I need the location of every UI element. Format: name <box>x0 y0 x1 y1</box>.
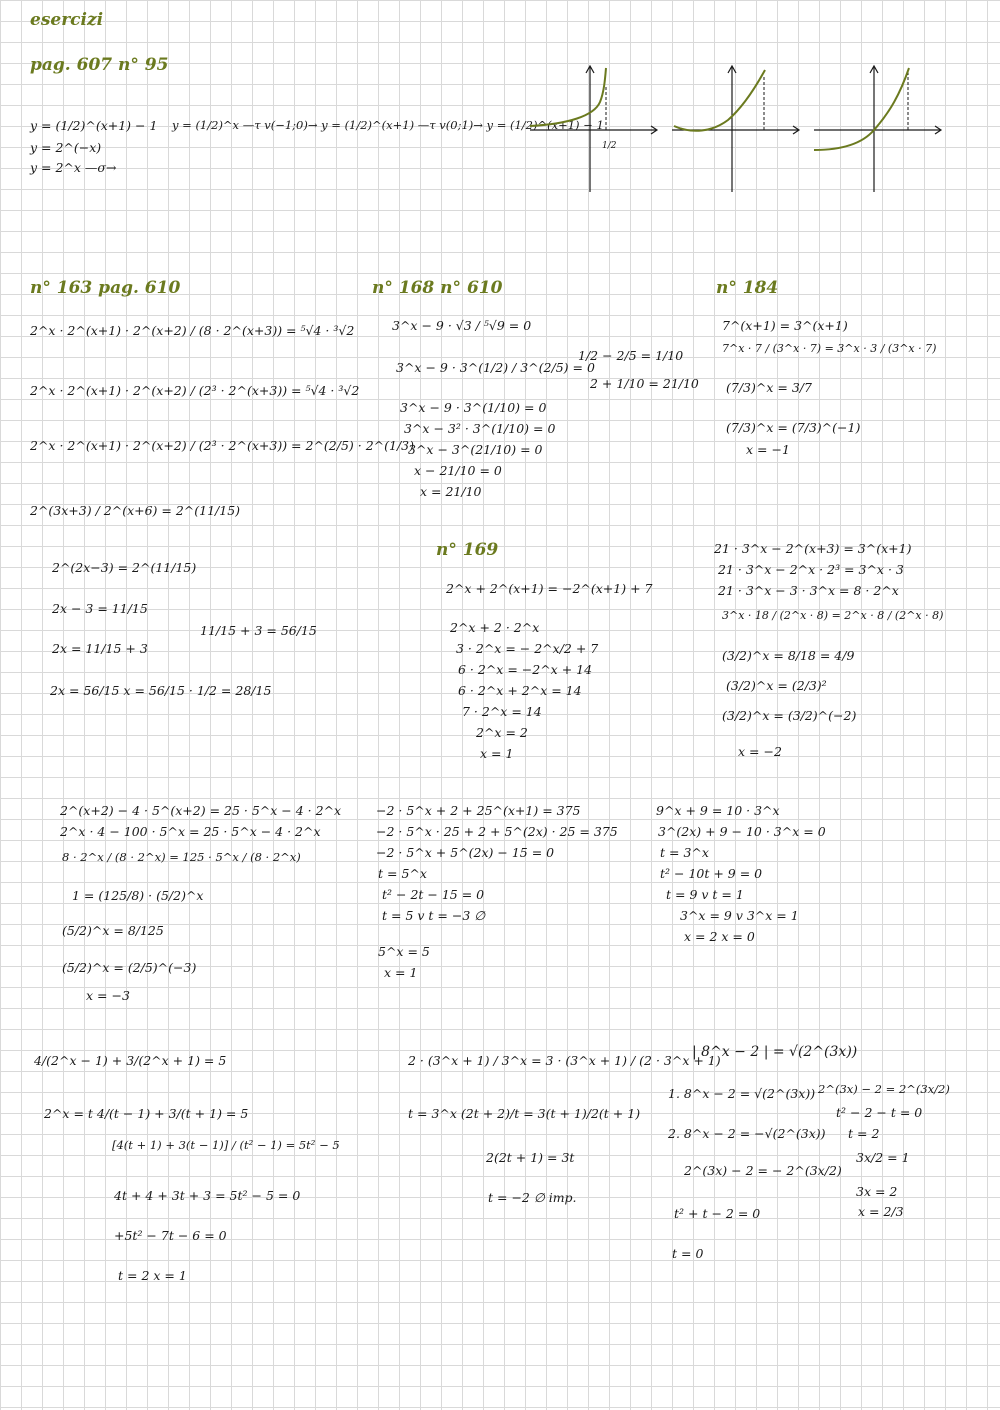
graph-exp-shifted <box>528 62 663 197</box>
equation-line: 21 · 3^x − 3 · 3^x = 8 · 2^x <box>718 583 899 598</box>
equation-line: x = −2 <box>738 744 782 759</box>
equation-line: t² − 10t + 9 = 0 <box>660 866 763 881</box>
equation-line: y = 2^x —σ→ <box>30 160 117 175</box>
equation-line: t = 0 <box>672 1246 704 1261</box>
side-calculation: 3x = 2 <box>856 1184 898 1199</box>
equation-line: 6 · 2^x = −2^x + 14 <box>458 662 593 677</box>
equation-line: −2 · 5^x · 25 + 2 + 5^(2x) · 25 = 375 <box>376 824 618 839</box>
equation-line: x = 1 <box>480 746 514 761</box>
equation-line: 21 · 3^x − 2^(x+3) = 3^(x+1) <box>714 541 912 556</box>
equation-line: 2(2t + 1) = 3t <box>486 1150 575 1165</box>
equation-line: 3^x − 9 · √3 / ⁵√9 = 0 <box>392 318 532 333</box>
equation-line: −2 · 5^x + 2 + 25^(x+1) = 375 <box>376 803 581 818</box>
equation-line: x = 2 x = 0 <box>684 929 755 944</box>
equation-line: | 8^x − 2 | = √(2^(3x)) <box>692 1044 858 1060</box>
equation-line: 2^x · 4 − 100 · 5^x = 25 · 5^x − 4 · 2^x <box>60 824 321 839</box>
equation-line: 2^x = 2 <box>476 725 528 740</box>
equation-line: 2^x + 2^(x+1) = −2^(x+1) + 7 <box>446 581 653 596</box>
equation-line: 2^x · 2^(x+1) · 2^(x+2) / (8 · 2^(x+3)) = ⁵√4 · ³√2 <box>30 323 355 338</box>
graph-exp-parabola-like <box>670 62 805 197</box>
equation-line: 3^x − 3^(21/10) = 0 <box>408 442 543 457</box>
equation-line: −2 · 5^x + 5^(2x) − 15 = 0 <box>376 845 555 860</box>
equation-line: 3^x − 9 · 3^(1/2) / 3^(2/5) = 0 <box>396 360 595 375</box>
equation-line: 4/(2^x − 1) + 3/(2^x + 1) = 5 <box>34 1053 227 1068</box>
equation-line: (5/2)^x = 8/125 <box>62 923 164 938</box>
heading-pag-607: pag. 607 n° 95 <box>30 55 169 75</box>
equation-line: 3^x = 9 v 3^x = 1 <box>680 908 799 923</box>
equation-line: 2. 8^x − 2 = −√(2^(3x)) <box>668 1126 826 1141</box>
equation-line: y = 2^(−x) <box>30 140 102 155</box>
equation-line: x = 21/10 <box>420 484 482 499</box>
side-calculation: 1/2 − 2/5 = 1/10 <box>578 348 684 363</box>
side-calculation: 11/15 + 3 = 56/15 <box>200 623 317 638</box>
equation-line: t² + t − 2 = 0 <box>674 1206 761 1221</box>
equation-line: t² − 2t − 15 = 0 <box>382 887 485 902</box>
equation-line: t = 5 v t = −3 ∅ <box>382 908 486 923</box>
equation-line: [4(t + 1) + 3(t − 1)] / (t² − 1) = 5t² − 5 <box>112 1138 340 1152</box>
equation-line: 2^x · 2^(x+1) · 2^(x+2) / (2³ · 2^(x+3)) = 2^(2/5) · 2^(1/3) <box>30 438 415 453</box>
equation-line: 1 = (125/8) · (5/2)^x <box>72 888 204 903</box>
equation-line: 21 · 3^x − 2^x · 2³ = 3^x · 3 <box>718 562 904 577</box>
equation-line: x − 21/10 = 0 <box>414 463 502 478</box>
equation-line: 3 · 2^x = − 2^x/2 + 7 <box>456 641 599 656</box>
equation-line: t = 3^x <box>660 845 709 860</box>
side-calculation: x = 2/3 <box>858 1204 904 1219</box>
equation-line: 5^x = 5 <box>378 944 430 959</box>
graph-tick-label: 1/2 <box>602 141 617 151</box>
heading-n169: n° 169 <box>436 540 499 560</box>
equation-line: 3^x − 3² · 3^(1/10) = 0 <box>404 421 556 436</box>
side-calculation: 2 + 1/10 = 21/10 <box>590 376 699 391</box>
equation-line: 2^x · 2^(x+1) · 2^(x+2) / (2³ · 2^(x+3)) = ⁵√4 · ³√2 <box>30 383 360 398</box>
graph-exp-final <box>812 62 947 197</box>
heading-n163: n° 163 pag. 610 <box>30 278 181 298</box>
equation-line: (3/2)^x = 8/18 = 4/9 <box>722 648 855 663</box>
equation-line: x = −3 <box>86 988 130 1003</box>
equation-line: 3^(2x) + 9 − 10 · 3^x = 0 <box>658 824 826 839</box>
equation-line: t = 9 v t = 1 <box>666 887 744 902</box>
equation-line: 3^x · 18 / (2^x · 8) = 2^x · 8 / (2^x · 8) <box>722 609 944 622</box>
equation-line: x = 1 <box>384 965 418 980</box>
equation-line: 1. 8^x − 2 = √(2^(3x)) <box>668 1086 816 1101</box>
side-calculation: t² − 2 − t = 0 <box>836 1105 923 1120</box>
equation-line: +5t² − 7t − 6 = 0 <box>114 1228 227 1243</box>
equation-line: y = (1/2)^(x+1) − 1 <box>30 118 158 133</box>
equation-line: 2x = 56/15 x = 56/15 · 1/2 = 28/15 <box>50 683 272 698</box>
transformation-chain: y = (1/2)^x —τ v(−1;0)→ y = (1/2)^(x+1) —τ v(0;1)→ y = (1/2)^(x+1) − 1 <box>172 118 604 132</box>
equation-line: t = 2 x = 1 <box>118 1268 187 1283</box>
heading-n184: n° 184 <box>716 278 779 298</box>
equation-line: 7^x · 7 / (3^x · 7) = 3^x · 3 / (3^x · 7) <box>722 342 937 355</box>
equation-line: 2 · (3^x + 1) / 3^x = 3 · (3^x + 1) / (2 · 3^x + 1) <box>408 1053 721 1068</box>
equation-line: 2^(2x−3) = 2^(11/15) <box>52 560 197 575</box>
equation-line: t = 5^x <box>378 866 427 881</box>
equation-line: 2^(x+2) − 4 · 5^(x+2) = 25 · 5^x − 4 · 2^x <box>60 803 342 818</box>
side-calculation: 2^(3x) − 2 = 2^(3x/2) <box>818 1082 950 1096</box>
equation-line: (7/3)^x = (7/3)^(−1) <box>726 420 861 435</box>
side-calculation: 3x/2 = 1 <box>856 1150 910 1165</box>
page-title: esercizi <box>30 10 104 30</box>
heading-n168: n° 168 n° 610 <box>372 278 503 298</box>
equation-line: 4t + 4 + 3t + 3 = 5t² − 5 = 0 <box>114 1188 301 1203</box>
equation-line: 6 · 2^x + 2^x = 14 <box>458 683 582 698</box>
equation-line: (7/3)^x = 3/7 <box>726 380 812 395</box>
equation-line: 3^x − 9 · 3^(1/10) = 0 <box>400 400 547 415</box>
equation-line: 7^(x+1) = 3^(x+1) <box>722 318 848 333</box>
equation-line: 2^x + 2 · 2^x <box>450 620 540 635</box>
equation-line: 2^x = t 4/(t − 1) + 3/(t + 1) = 5 <box>44 1106 249 1121</box>
equation-line: t = 3^x (2t + 2)/t = 3(t + 1)/2(t + 1) <box>408 1106 641 1121</box>
side-calculation: t = 2 <box>848 1126 880 1141</box>
equation-line: 2^(3x+3) / 2^(x+6) = 2^(11/15) <box>30 503 241 518</box>
equation-line: (3/2)^x = (3/2)^(−2) <box>722 708 857 723</box>
equation-line: t = −2 ∅ imp. <box>488 1190 577 1205</box>
equation-line: 9^x + 9 = 10 · 3^x <box>656 803 780 818</box>
equation-line: (5/2)^x = (2/5)^(−3) <box>62 960 197 975</box>
equation-line: x = −1 <box>746 442 790 457</box>
equation-line: 2x − 3 = 11/15 <box>52 601 148 616</box>
equation-line: 2^(3x) − 2 = − 2^(3x/2) <box>684 1163 842 1178</box>
equation-line: 8 · 2^x / (8 · 2^x) = 125 · 5^x / (8 · 2^x) <box>62 850 301 864</box>
equation-line: (3/2)^x = (2/3)² <box>726 678 827 693</box>
equation-line: 2x = 11/15 + 3 <box>52 641 148 656</box>
equation-line: 7 · 2^x = 14 <box>462 704 542 719</box>
